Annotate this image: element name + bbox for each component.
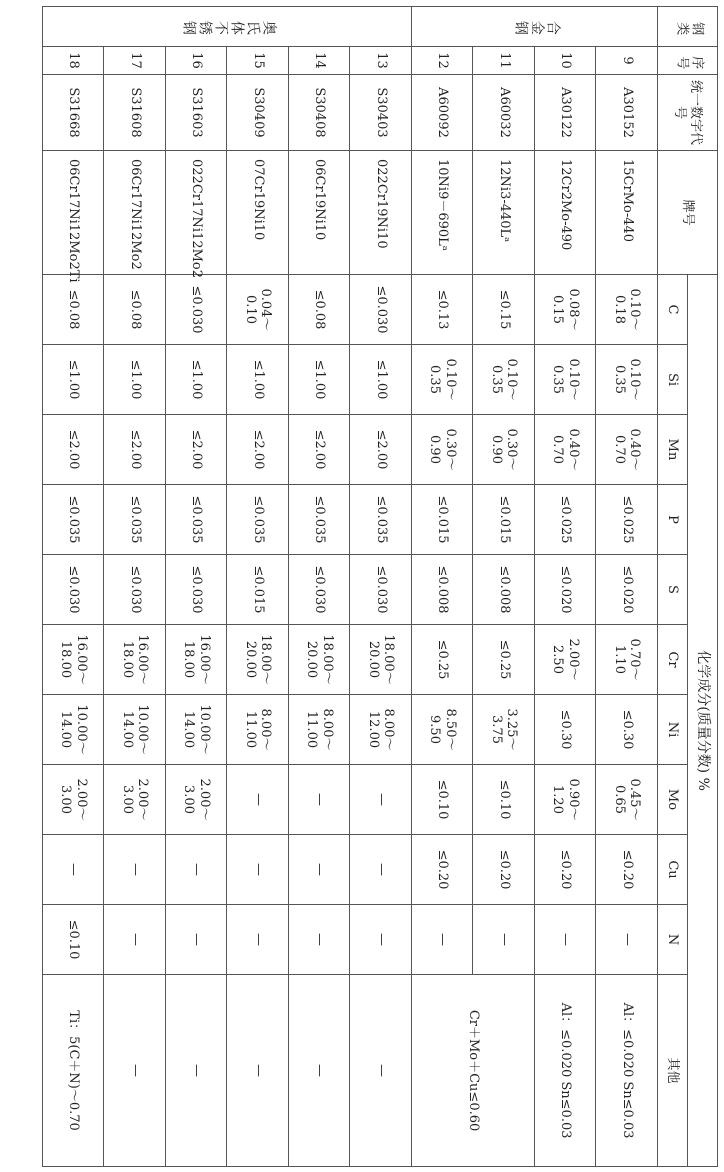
cell-ni: 8.00～11.00 xyxy=(227,695,289,765)
cell-si: ≤1.00 xyxy=(350,345,412,415)
table-row xyxy=(43,7,105,1167)
cell-ni: 10.00～14.00 xyxy=(166,695,228,765)
cell-mn: ≤2.00 xyxy=(289,415,351,485)
cell-c: 0.04～0.10 xyxy=(227,275,289,345)
cell-seq: 10 xyxy=(535,47,597,75)
cell-code: S30403 xyxy=(350,75,412,151)
cell-cu: — xyxy=(104,835,166,905)
cell-p: ≤0.035 xyxy=(104,485,166,555)
cell-code: S31603 xyxy=(166,75,228,151)
cell-p: ≤0.035 xyxy=(43,485,105,555)
cell-n: — xyxy=(350,905,412,975)
cell-cu: — xyxy=(43,835,105,905)
composition-table xyxy=(42,6,718,1167)
cell-other: Al：≤0.020 Sn≤0.03 xyxy=(596,975,658,1167)
element-header: S xyxy=(658,555,688,625)
cell-s: ≤0.030 xyxy=(350,555,412,625)
table-row xyxy=(596,7,658,1167)
cell-n: — xyxy=(104,905,166,975)
cell-mn: 0.40～0.70 xyxy=(535,415,597,485)
element-header: N xyxy=(658,905,688,975)
element-header: Cu xyxy=(658,835,688,905)
cell-seq: 15 xyxy=(227,47,289,75)
cell-mn: ≤2.00 xyxy=(43,415,105,485)
col-header-seq: 序号 xyxy=(658,47,718,75)
cell-mo: 2.00～3.00 xyxy=(43,765,105,835)
cell-si: ≤1.00 xyxy=(289,345,351,415)
cell-si: ≤1.00 xyxy=(104,345,166,415)
cell-other: Cr＋Mo＋Cu≤0.60 xyxy=(412,975,535,1167)
cell-s: ≤0.030 xyxy=(104,555,166,625)
cell-p: ≤0.035 xyxy=(166,485,228,555)
element-header: C xyxy=(658,275,688,345)
cell-s: ≤0.008 xyxy=(412,555,474,625)
cell-grade: 06Cr17Ni12Mo2Ti xyxy=(43,151,105,275)
cell-n: — xyxy=(596,905,658,975)
cell-code: S31668 xyxy=(43,75,105,151)
cell-mo: 0.90～1.20 xyxy=(535,765,597,835)
cell-n: — xyxy=(412,905,474,975)
table-row xyxy=(104,7,166,1167)
cell-mo: 2.00～3.00 xyxy=(166,765,228,835)
cell-ni: ≤0.30 xyxy=(596,695,658,765)
table-row xyxy=(166,7,228,1167)
cell-mn: 0.30～0.90 xyxy=(412,415,474,485)
cell-cu: ≤0.20 xyxy=(535,835,597,905)
element-header: Si xyxy=(658,345,688,415)
cell-mo: 0.45～0.65 xyxy=(596,765,658,835)
cell-n: — xyxy=(166,905,228,975)
cell-cr: 18.00～20.00 xyxy=(350,625,412,695)
table-row xyxy=(473,7,535,1167)
cell-cu: — xyxy=(227,835,289,905)
cell-grade: 022Cr19Ni10 xyxy=(350,151,412,275)
cell-ni: 10.00～14.00 xyxy=(104,695,166,765)
cell-code: S30409 xyxy=(227,75,289,151)
cell-ni: 8.00～12.00 xyxy=(350,695,412,765)
element-header: Mn xyxy=(658,415,688,485)
cell-code: A60092 xyxy=(412,75,474,151)
cell-grade: 15CrMo-440 xyxy=(596,151,658,275)
cell-ni: 10.00～14.00 xyxy=(43,695,105,765)
cell-p: ≤0.035 xyxy=(289,485,351,555)
cell-mo: — xyxy=(289,765,351,835)
table-row xyxy=(535,7,597,1167)
cell-grade: 12Ni3-440Lᵃ xyxy=(473,151,535,275)
group-cell-alloy-steel xyxy=(412,7,658,47)
cell-n: — xyxy=(473,905,535,975)
cell-seq: 13 xyxy=(350,47,412,75)
col-header-grade: 牌号 xyxy=(658,151,718,275)
cell-seq: 14 xyxy=(289,47,351,75)
cell-code: A30122 xyxy=(535,75,597,151)
cell-other: — xyxy=(289,975,351,1167)
group-label: 奥氏体不锈钢 xyxy=(181,18,278,35)
table-row xyxy=(227,7,289,1167)
cell-cr: 2.00～2.50 xyxy=(535,625,597,695)
cell-p: ≤0.025 xyxy=(535,485,597,555)
cell-si: 0.10～0.35 xyxy=(412,345,474,415)
cell-s: ≤0.015 xyxy=(227,555,289,625)
cell-other: — xyxy=(166,975,228,1167)
cell-si: 0.10～0.35 xyxy=(596,345,658,415)
cell-c: ≤0.08 xyxy=(43,275,105,345)
cell-other: — xyxy=(350,975,412,1167)
cell-seq: 17 xyxy=(104,47,166,75)
cell-cr: ≤0.25 xyxy=(412,625,474,695)
cell-c: ≤0.030 xyxy=(350,275,412,345)
cell-mo: — xyxy=(350,765,412,835)
col-header-type: 钢类 xyxy=(658,7,718,47)
cell-cr: 16.00～18.00 xyxy=(166,625,228,695)
table-body xyxy=(43,7,658,1167)
cell-seq: 11 xyxy=(473,47,535,75)
cell-c: 0.08～0.15 xyxy=(535,275,597,345)
cell-code: S31608 xyxy=(104,75,166,151)
cell-seq: 9 xyxy=(596,47,658,75)
cell-other: Ti：5(C＋N)～0.70 xyxy=(43,975,105,1167)
cell-cu: ≤0.20 xyxy=(473,835,535,905)
cell-mn: ≤2.00 xyxy=(104,415,166,485)
col-header-code: 统一数字代号 xyxy=(658,75,718,151)
cell-s: ≤0.030 xyxy=(289,555,351,625)
table-row xyxy=(350,7,412,1167)
cell-p: ≤0.015 xyxy=(412,485,474,555)
cell-cu: — xyxy=(166,835,228,905)
cell-mo: ≤0.10 xyxy=(412,765,474,835)
col-header-composition: 化学成分(质量分数) % xyxy=(688,275,718,1167)
cell-p: ≤0.035 xyxy=(350,485,412,555)
cell-cu: ≤0.20 xyxy=(412,835,474,905)
cell-s: ≤0.020 xyxy=(535,555,597,625)
cell-p: ≤0.025 xyxy=(596,485,658,555)
cell-grade: 06Cr19Ni10 xyxy=(289,151,351,275)
element-header: Ni xyxy=(658,695,688,765)
cell-si: ≤1.00 xyxy=(166,345,228,415)
cell-si: ≤1.00 xyxy=(43,345,105,415)
cell-cr: 16.00～18.00 xyxy=(104,625,166,695)
cell-s: ≤0.020 xyxy=(596,555,658,625)
cell-other: — xyxy=(227,975,289,1167)
cell-cr: ≤0.25 xyxy=(473,625,535,695)
cell-n: — xyxy=(535,905,597,975)
cell-si: 0.10～0.35 xyxy=(473,345,535,415)
cell-cu: — xyxy=(289,835,351,905)
cell-seq: 12 xyxy=(412,47,474,75)
cell-grade: 022Cr17Ni12Mo2 xyxy=(166,151,228,275)
cell-grade: 07Cr19Ni10 xyxy=(227,151,289,275)
cell-c: ≤0.030 xyxy=(166,275,228,345)
cell-si: ≤1.00 xyxy=(227,345,289,415)
cell-n: — xyxy=(227,905,289,975)
header-row-1 xyxy=(688,7,718,1167)
cell-s: ≤0.030 xyxy=(166,555,228,625)
cell-cu: — xyxy=(350,835,412,905)
cell-n: ≤0.10 xyxy=(43,905,105,975)
cell-cr: 18.00～20.00 xyxy=(289,625,351,695)
cell-seq: 18 xyxy=(43,47,105,75)
cell-ni: 3.25～3.75 xyxy=(473,695,535,765)
cell-code: A60032 xyxy=(473,75,535,151)
cell-cu: ≤0.20 xyxy=(596,835,658,905)
cell-grade: 06Cr17Ni12Mo2 xyxy=(104,151,166,275)
cell-other: Al：≤0.020 Sn≤0.03 xyxy=(535,975,597,1167)
cell-n: — xyxy=(289,905,351,975)
element-header: P xyxy=(658,485,688,555)
cell-code: A30152 xyxy=(596,75,658,151)
cell-ni: 8.50～9.50 xyxy=(412,695,474,765)
cell-code: S30408 xyxy=(289,75,351,151)
cell-c: ≤0.08 xyxy=(289,275,351,345)
element-header: Mo xyxy=(658,765,688,835)
cell-mn: 0.30～0.90 xyxy=(473,415,535,485)
cell-grade: 12Cr2Mo-490 xyxy=(535,151,597,275)
col-header-other: 其他 xyxy=(658,975,688,1167)
cell-c: ≤0.15 xyxy=(473,275,535,345)
table-row xyxy=(289,7,351,1167)
cell-p: ≤0.035 xyxy=(227,485,289,555)
cell-grade: 10Ni9－690Lᵃ xyxy=(412,151,474,275)
cell-mn: ≤2.00 xyxy=(350,415,412,485)
cell-cr: 18.00～20.00 xyxy=(227,625,289,695)
cell-other: — xyxy=(104,975,166,1167)
cell-cr: 0.70～1.10 xyxy=(596,625,658,695)
cell-mn: ≤2.00 xyxy=(227,415,289,485)
cell-mo: ≤0.10 xyxy=(473,765,535,835)
cell-c: ≤0.13 xyxy=(412,275,474,345)
cell-s: ≤0.030 xyxy=(43,555,105,625)
cell-p: ≤0.015 xyxy=(473,485,535,555)
cell-c: ≤0.08 xyxy=(104,275,166,345)
cell-mo: — xyxy=(227,765,289,835)
element-header: Cr xyxy=(658,625,688,695)
cell-mn: 0.40～0.70 xyxy=(596,415,658,485)
cell-ni: ≤0.30 xyxy=(535,695,597,765)
cell-ni: 8.00～11.00 xyxy=(289,695,351,765)
cell-seq: 16 xyxy=(166,47,228,75)
cell-si: 0.10～0.35 xyxy=(535,345,597,415)
cell-c: 0.10～0.18 xyxy=(596,275,658,345)
cell-mn: ≤2.00 xyxy=(166,415,228,485)
group-label: 合金钢 xyxy=(512,18,561,35)
cell-cr: 16.00～18.00 xyxy=(43,625,105,695)
cell-mo: 2.00～3.00 xyxy=(104,765,166,835)
group-cell-austenitic-stainless xyxy=(43,7,412,47)
cell-s: ≤0.008 xyxy=(473,555,535,625)
